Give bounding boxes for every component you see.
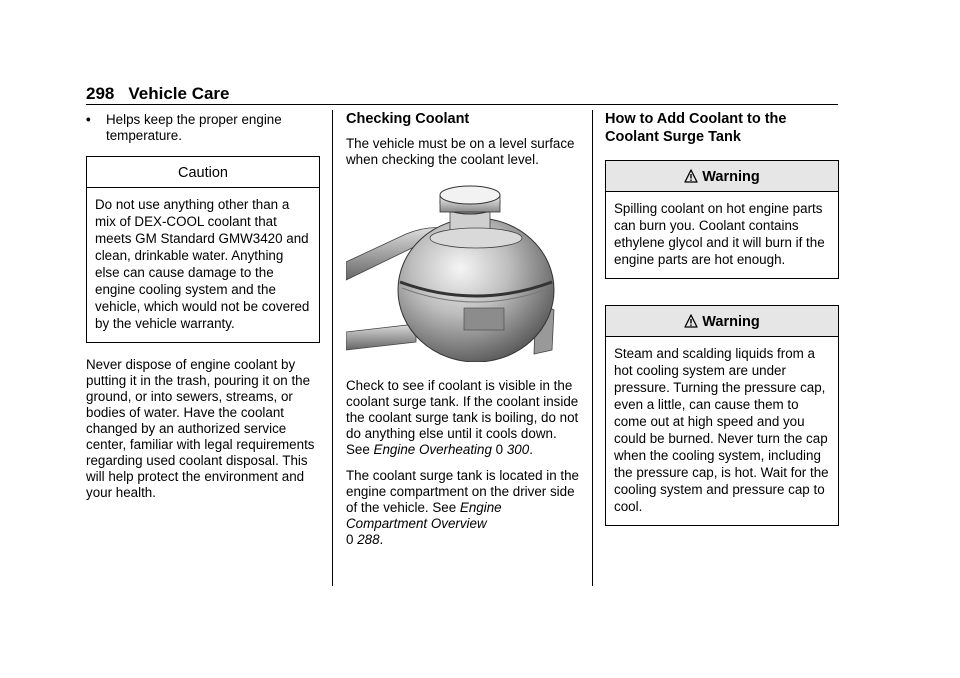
column-divider (592, 110, 593, 586)
section-heading: How to Add Coolant to the Coolant Surge Tank (605, 111, 787, 145)
coolant-surge-tank-photo (346, 182, 584, 362)
check-paragraph (346, 378, 584, 458)
engine-compartment-link[interactable]: Engine Compartment Overview (346, 500, 502, 531)
caution-box (86, 156, 320, 343)
page-ref-arrow-icon: 0 (346, 532, 354, 547)
intro-paragraph: The vehicle must be on a level surface when checking the coolant level. (346, 136, 575, 167)
location-paragraph (346, 468, 584, 548)
page-reference[interactable]: 288 (357, 532, 380, 547)
caution-title: Caution (87, 157, 319, 188)
caution-body: Do not use anything other than a mix of DEX-COOL coolant that meets GM Standard GMW3420 and clean, drinkable water. Anything else can cause damage to the engine cooling system and the vehicle, which would not be covered by the vehicle warranty. (95, 197, 310, 331)
column-right (605, 110, 839, 526)
period: . (529, 442, 533, 457)
column-left (86, 110, 320, 501)
page-ref-arrow-icon: 0 (495, 442, 504, 457)
section-heading: Checking Coolant (346, 111, 470, 127)
period: . (379, 532, 384, 547)
warning-box (605, 305, 839, 526)
page-header (86, 84, 838, 104)
bullet-text: Helps keep the proper engine temperature. (106, 112, 282, 143)
warning-body: Steam and scalding liquids from a hot cooling system are under pressure. Turning the pressure cap, even a little, can cause them to come out at high speed and you could be burned. Never turn the cap when the cooling system, including the pressure cap, is hot. Wait for the cooling system and pressure cap to cool. (614, 346, 829, 514)
page-reference[interactable]: 300 (506, 442, 530, 457)
section-title: Vehicle Care (128, 84, 230, 103)
bullet-item (86, 112, 320, 144)
column-middle (346, 110, 584, 548)
check-text: Check to see if coolant is visible in the coolant surge tank. If the coolant inside the coolant surge tank is boiling, do not do anything else until it cools down. See (346, 378, 579, 457)
bullet-icon: • (86, 112, 91, 127)
warning-title: Warning (702, 314, 760, 330)
header-divider (86, 104, 838, 105)
warning-body: Spilling coolant on hot engine parts can burn you. Coolant contains ethylene glycol and it will burn if the engine parts are hot enough. (614, 201, 825, 267)
warning-title-row (606, 161, 838, 192)
page-number: 298 (86, 84, 115, 103)
warning-title: Warning (702, 169, 760, 185)
disposal-paragraph: Never dispose of engine coolant by putting it in the trash, pouring it on the ground, or into sewers, streams, or bodies of water. Have the coolant changed by an authorized service center, familiar with legal requirements regarding used coolant disposal. This will help protect the environment and your health. (86, 357, 315, 500)
warning-title-row (606, 306, 838, 337)
warning-triangle-icon (684, 169, 698, 183)
column-divider (332, 110, 333, 586)
location-text: The coolant surge tank is located in the engine compartment on the driver side of the vehicle. See (346, 468, 579, 515)
engine-overheating-link[interactable]: Engine Overheating (373, 442, 492, 457)
warning-box (605, 160, 839, 279)
warning-triangle-icon (684, 314, 698, 328)
